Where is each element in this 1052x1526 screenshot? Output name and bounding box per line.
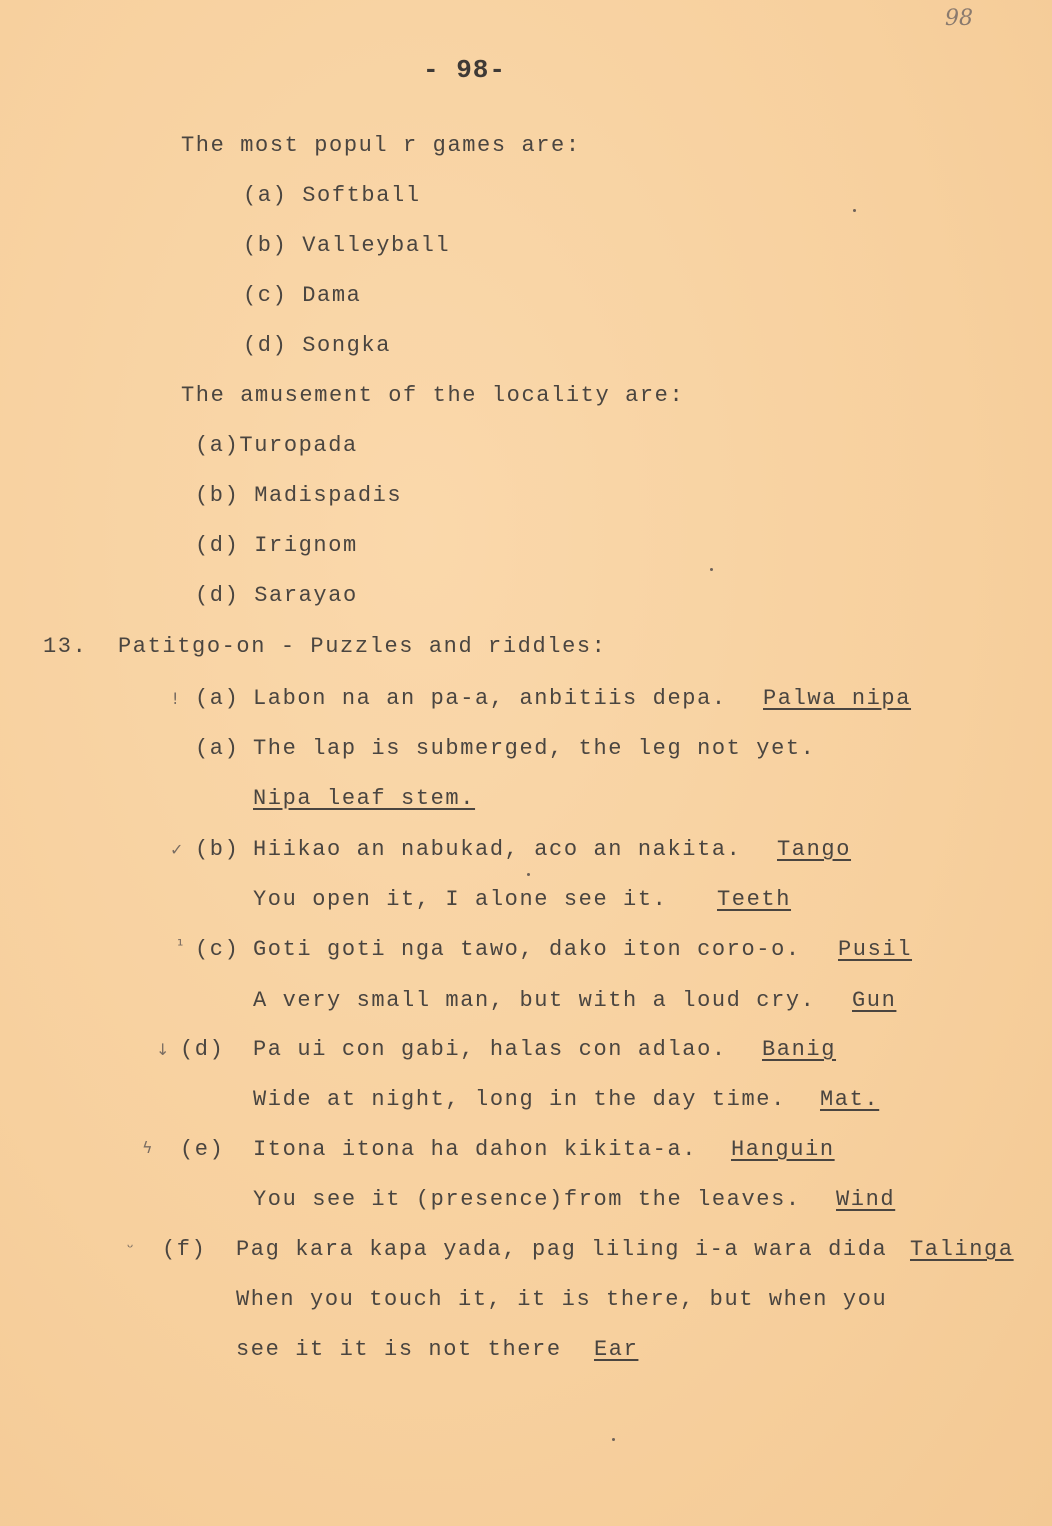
riddle-answer: Hanguin [731, 1137, 835, 1162]
riddle-translation: The lap is submerged, the leg not yet. [253, 736, 816, 761]
section-title: Patitgo-on - Puzzles and riddles: [118, 634, 607, 659]
riddle-letter: (c) [195, 937, 240, 962]
section-number: 13. [43, 634, 88, 659]
riddle-letter: (e) [180, 1137, 225, 1162]
riddle-text: Pa ui con gabi, halas con adlao. [253, 1037, 727, 1062]
riddle-letter: (a) [195, 686, 240, 711]
riddle-translation: Wide at night, long in the day time. [253, 1087, 786, 1112]
riddle-letter: (b) [195, 837, 240, 862]
games-item: (d) Songka [243, 333, 392, 358]
riddle-text: Hiikao an nabukad, aco an nakita. [253, 837, 742, 862]
margin-check-mark: ¹ [177, 936, 184, 955]
riddle-text: Goti goti nga tawo, dako iton coro-o. [253, 937, 801, 962]
amusements-heading: The amusement of the locality are: [181, 383, 685, 408]
margin-check-mark: ᵕ [127, 1238, 134, 1257]
amusements-item: (a)Turopada [195, 433, 358, 458]
riddle-translation: A very small man, but with a loud cry. [253, 988, 816, 1013]
games-item: (b) Valleyball [243, 233, 451, 258]
riddle-text: Labon na an pa-a, anbitiis depa. [253, 686, 727, 711]
riddle-answer: Tango [777, 837, 852, 862]
games-item: (c) Dama [243, 283, 362, 308]
riddle-translation-answer: Gun [852, 988, 897, 1013]
page-number: - 98- [423, 55, 507, 85]
riddle-translation-answer: Wind [836, 1187, 896, 1212]
riddle-translation: You open it, I alone see it. [253, 887, 668, 912]
riddle-answer: Palwa nipa [763, 686, 912, 711]
riddle-translation: When you touch it, it is there, but when you [236, 1287, 888, 1312]
riddle-answer: Talinga [910, 1237, 1014, 1262]
paper-speck [612, 1438, 615, 1441]
margin-check-mark: ↓ [156, 1040, 170, 1059]
riddle-letter: (a) [195, 736, 240, 761]
riddle-letter: (f) [162, 1237, 207, 1262]
amusements-item: (b) Madispadis [195, 483, 403, 508]
riddle-answer: Banig [762, 1037, 837, 1062]
paper-speck [853, 209, 856, 212]
riddle-letter: (d) [180, 1037, 225, 1062]
riddle-translation-answer: Nipa leaf stem. [253, 786, 476, 811]
riddle-translation-answer: Ear [594, 1337, 639, 1362]
amusements-item: (d) Sarayao [195, 583, 358, 608]
sheet-number: 98 [945, 6, 973, 31]
riddle-translation-answer: Mat. [820, 1087, 880, 1112]
riddle-text: Itona itona ha dahon kikita-a. [253, 1137, 698, 1162]
games-item: (a) Softball [243, 183, 421, 208]
riddle-translation-answer: Teeth [717, 887, 792, 912]
riddle-answer: Pusil [838, 937, 913, 962]
riddle-translation: You see it (presence)from the leaves. [253, 1187, 801, 1212]
margin-check-mark: ϟ [142, 1138, 153, 1157]
riddle-text: Pag kara kapa yada, pag liling i-a wara dida [236, 1237, 888, 1262]
paper-speck [710, 568, 713, 571]
margin-check-mark: ! [172, 689, 179, 708]
amusements-item: (d) Irignom [195, 533, 358, 558]
riddle-translation: see it it is not there [236, 1337, 562, 1362]
games-heading: The most popul r games are: [181, 133, 581, 158]
paper-speck [527, 873, 530, 876]
margin-check-mark: ✓ [170, 840, 184, 859]
